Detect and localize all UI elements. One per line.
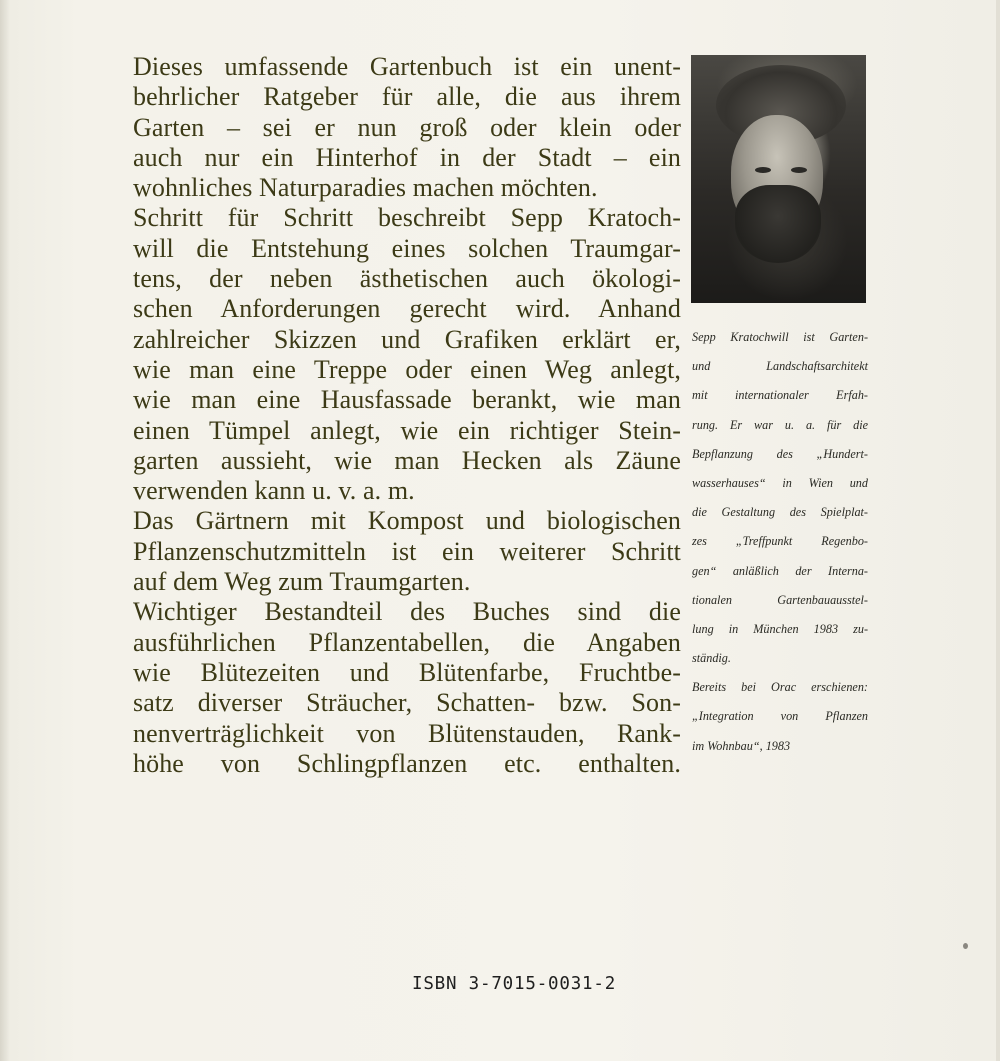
blurb-line: schen Anforderungen gerecht wird. Anhand: [133, 294, 681, 324]
author-bio: [692, 323, 868, 761]
isbn: ISBN 3-7015-0031-2: [412, 974, 617, 994]
blurb-line: auf dem Weg zum Traumgarten.: [133, 567, 471, 597]
blurb-line: verwenden kann u. v. a. m.: [133, 476, 415, 506]
blurb-line: Pflanzenschutzmitteln ist ein weiterer Schritt: [133, 536, 681, 566]
blurb-line: wohnliches Naturparadies machen möchten.: [133, 173, 598, 203]
blurb-line: wie man eine Hausfassade berankt, wie man: [133, 385, 681, 415]
bio-line: gen“ anläßlich der Interna-: [692, 563, 868, 578]
author-photo-eye: [791, 167, 807, 173]
author-photo: [691, 55, 866, 303]
blurb-line: höhe von Schlingpflanzen etc. enthalten.: [133, 748, 681, 778]
bio-line: die Gestaltung des Spielplat-: [692, 505, 868, 520]
blurb-line: wie Blütezeiten und Blütenfarbe, Fruchtbe-: [133, 657, 681, 687]
blurb-line: Garten – sei er nun groß oder klein oder: [133, 112, 681, 142]
bio-line: Sepp Kratochwill ist Garten-: [692, 330, 868, 344]
bio-line: wasserhauses“ in Wien und: [692, 475, 868, 490]
blurb-line: nenverträglichkeit von Blütenstauden, Rank-: [133, 718, 681, 748]
bio-line: lung in München 1983 zu-: [692, 621, 868, 636]
blurb-line: auch nur ein Hinterhof in der Stadt – ein: [133, 142, 681, 172]
book-blurb: [133, 52, 681, 779]
blurb-line: Dieses umfassende Gartenbuch ist ein unent-: [133, 52, 681, 81]
blurb-line: will die Entstehung eines solchen Traumgar-: [133, 233, 681, 263]
publisher-note-line: Bereits bei Orac erschienen:: [692, 680, 868, 695]
blurb-line: garten aussieht, wie man Hecken als Zäune: [133, 445, 681, 475]
bio-line: tionalen Gartenbauausstel-: [692, 592, 868, 607]
paper-speck: [963, 943, 968, 949]
bio-line: rung. Er war u. a. für die: [692, 417, 868, 432]
publisher-note-line: „Integration von Pflanzen: [692, 709, 868, 724]
publisher-note-line: im Wohnbau“, 1983: [692, 738, 791, 753]
cover-edge: [996, 0, 1000, 1061]
blurb-line: zahlreicher Skizzen und Grafiken erklärt er,: [133, 324, 681, 354]
blurb-line: Schritt für Schritt beschreibt Sepp Kratoch-: [133, 203, 681, 233]
spine-shadow: [0, 0, 10, 1061]
author-photo-beard: [735, 185, 821, 263]
bio-line: mit internationaler Erfah-: [692, 388, 868, 403]
blurb-line: einen Tümpel anlegt, wie ein richtiger Stein-: [133, 415, 681, 445]
blurb-line: satz diverser Sträucher, Schatten- bzw. Son-: [133, 688, 681, 718]
author-photo-eye: [755, 167, 771, 173]
blurb-line: ausführlichen Pflanzentabellen, die Angaben: [133, 627, 681, 657]
bio-line: Bepflanzung des „Hundert-: [692, 446, 868, 461]
bio-line: ständig.: [692, 651, 731, 666]
blurb-line: wie man eine Treppe oder einen Weg anlegt,: [133, 354, 681, 384]
blurb-line: Das Gärtnern mit Kompost und biologischen: [133, 506, 681, 536]
bio-line: zes „Treffpunkt Regenbo-: [692, 534, 868, 549]
blurb-line: behrlicher Ratgeber für alle, die aus ihrem: [133, 82, 681, 112]
blurb-line: Wichtiger Bestandteil des Buches sind die: [133, 597, 681, 627]
blurb-line: tens, der neben ästhetischen auch ökologi-: [133, 264, 681, 294]
bio-line: und Landschaftsarchitekt: [692, 359, 868, 374]
